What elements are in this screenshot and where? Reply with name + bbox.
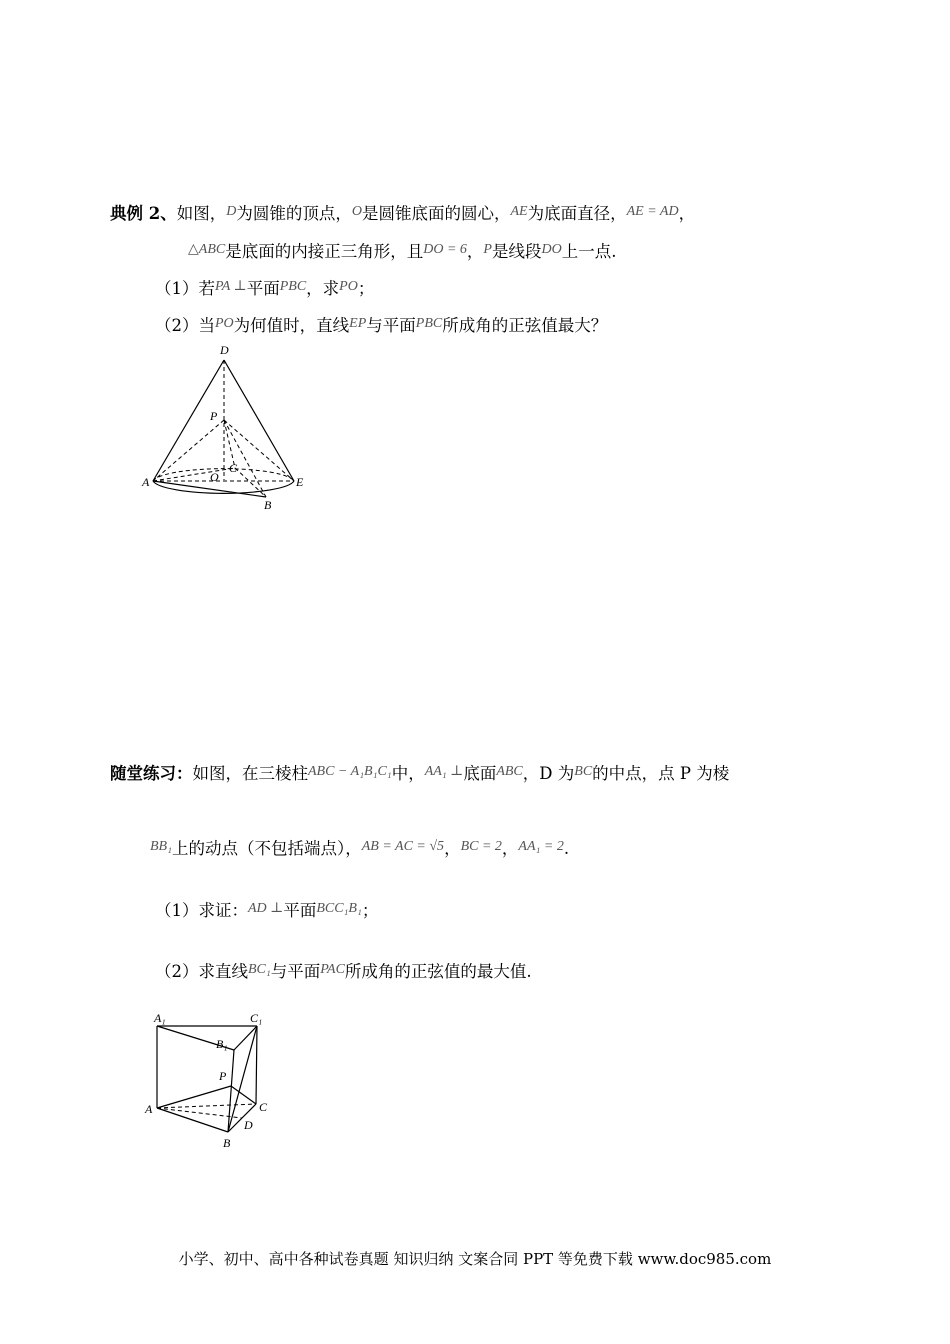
math: PO <box>215 316 234 331</box>
label-C: C <box>259 1100 268 1114</box>
text: ， <box>678 204 696 223</box>
label-P: P <box>210 409 218 423</box>
label-P: P <box>219 1069 227 1083</box>
text: 的中点，点 P 为棱 <box>592 764 730 783</box>
math: PBC <box>415 316 443 331</box>
math: DO = 6 <box>423 242 467 257</box>
math: PBC <box>279 279 307 294</box>
math: ABC <box>496 764 523 779</box>
text: ，D 为 <box>522 764 575 783</box>
text: 是线段 <box>491 242 542 261</box>
math: DO <box>541 242 562 257</box>
text: 所成角的正弦值的最大值. <box>344 962 532 981</box>
text: . <box>563 839 570 858</box>
text: ， <box>444 839 461 858</box>
label-A1: A₁ <box>154 1011 166 1025</box>
text: ； <box>361 901 379 920</box>
practice-heading: 随堂练习： <box>110 764 193 783</box>
text: ， <box>501 839 519 858</box>
segment-PB <box>224 420 266 497</box>
page-footer: 小学、初中、高中各种试卷真题 知识归纳 文案合同 PPT 等免费下载 www.doc985.com <box>178 1250 772 1268</box>
text: 为圆锥的顶点， <box>236 204 352 223</box>
label-C1: C₁ <box>250 1011 263 1025</box>
edge-AB <box>157 1108 228 1132</box>
example-heading: 典例 2、 <box>110 204 177 223</box>
label-A: A <box>145 1102 153 1116</box>
math: PAC <box>320 962 345 977</box>
text: 为底面直径， <box>527 204 627 223</box>
text: ， <box>466 242 484 261</box>
math: ABC − A₁B₁C₁ <box>308 764 392 779</box>
example-question-2 <box>155 313 607 337</box>
math: EP <box>349 316 367 331</box>
math: PA ⊥ <box>215 279 247 294</box>
math: BC₁ <box>248 962 271 977</box>
math: O <box>351 204 362 219</box>
segment-AP <box>157 1086 231 1108</box>
practice-line-2 <box>150 836 569 860</box>
math: D <box>226 204 237 219</box>
math: AB = AC = √5 <box>361 839 445 854</box>
cone-figure <box>140 340 310 515</box>
math: △ABC <box>188 242 226 257</box>
math: BC = 2 <box>460 839 502 854</box>
example-question-1 <box>155 276 374 300</box>
text: 平面 <box>246 279 280 298</box>
math: BCC₁B₁ <box>316 901 362 916</box>
text: （2）求直线 <box>155 962 248 981</box>
segment-PC <box>231 1086 256 1104</box>
text: （1）求证： <box>155 901 248 920</box>
text: 与平面 <box>366 316 416 335</box>
math: BB₁ <box>150 839 172 854</box>
label-D: D <box>220 343 229 357</box>
text: （1）若 <box>155 279 215 298</box>
label-B: B <box>264 498 272 512</box>
math: AA₁ ⊥ <box>424 764 464 779</box>
label-C: C <box>229 461 238 475</box>
text: 中， <box>391 764 425 783</box>
math: AE = AD <box>626 204 679 219</box>
text: 如图，在三棱柱 <box>192 764 308 783</box>
text: 底面 <box>463 764 497 783</box>
text: 上一点. <box>561 242 617 261</box>
example-line-1 <box>110 201 695 225</box>
practice-question-1 <box>155 898 378 922</box>
label-O: O <box>210 470 219 484</box>
label-D: D <box>244 1118 253 1132</box>
text: 平面 <box>283 901 317 920</box>
prism-figure <box>140 1008 280 1153</box>
math: AD ⊥ <box>248 901 284 916</box>
math: AA₁ = 2 <box>518 839 564 854</box>
text: 与平面 <box>270 962 321 981</box>
text: 是圆锥底面的圆心， <box>361 204 511 223</box>
text: 为何值时，直线 <box>233 316 350 335</box>
segment-AC <box>157 1104 256 1108</box>
math: BC <box>574 764 593 779</box>
label-A: A <box>142 475 150 489</box>
practice-line-1 <box>110 761 729 785</box>
edge-CC1 <box>256 1026 257 1104</box>
text: 所成角的正弦值最大？ <box>442 316 608 335</box>
text: ，求 <box>306 279 340 298</box>
math: PO <box>339 279 358 294</box>
practice-question-2 <box>155 959 532 983</box>
math: AE <box>510 204 528 219</box>
text: 如图， <box>176 204 227 223</box>
text: 上的动点（不包括端点）， <box>171 839 362 858</box>
math: P <box>483 242 492 257</box>
label-E: E <box>296 475 304 489</box>
example-line-2 <box>188 239 616 263</box>
text: 是底面的内接正三角形，且 <box>225 242 424 261</box>
label-B: B <box>223 1136 231 1150</box>
text: （2）当 <box>155 316 215 335</box>
label-B1: B₁ <box>216 1037 228 1051</box>
text: ； <box>357 279 375 298</box>
